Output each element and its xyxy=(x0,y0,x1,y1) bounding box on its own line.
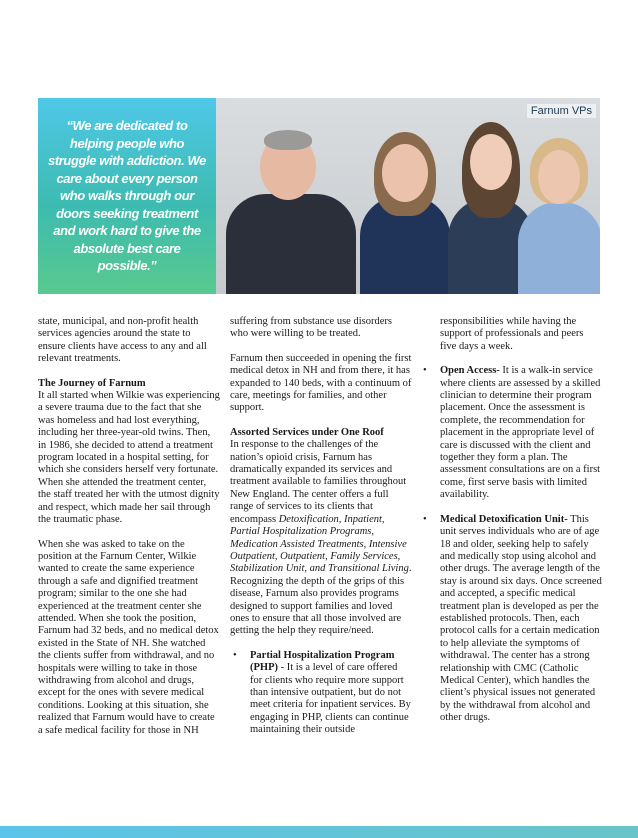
section-heading-services: Assorted Services under One Roof xyxy=(230,426,384,438)
photo-person-man xyxy=(226,114,356,294)
bullet-icon: • xyxy=(233,649,237,661)
list-item-php xyxy=(230,650,412,737)
bullet-title: Open Access- xyxy=(440,365,500,377)
list-item-open-access xyxy=(420,365,602,501)
photo-person-woman-3 xyxy=(516,134,600,294)
services-bullet-list xyxy=(420,365,602,724)
bullet-title: Medical Detoxification Unit- xyxy=(440,513,568,525)
photo-person-woman-1 xyxy=(356,124,452,294)
bullet-title: Partial Hospitalization Program (PHP) xyxy=(250,649,395,674)
bullet-icon: • xyxy=(423,365,427,377)
paragraph: It all started when Wilkie was experiencing a severe trauma due to the fact that she was homeless and had lost everything, including her three-year-old twins. Then, in 1986, she decided to attend a treatment program located in a hospital setting, for which she considers herself very fortunate. When she attended the treatment center, the staff treated her with the utmost dignity and respect, which made her sail through the traumatic phase. xyxy=(38,390,220,526)
bullet-icon: • xyxy=(423,513,427,525)
pull-quote-text: “We are dedicated to helping people who struggle with addiction. We care about every person who walks through our doors seeking treatment and work hard to give the absolute best care possible.” xyxy=(48,118,206,274)
paragraph: When she was asked to take on the position at the Farnum Center, Wilkie wanted to create the same experience through a safe and dignified treatment program; similar to the one she had experienced at the treatment center she attended. When she took the position, Farnum had 32 beds, and no medical detox existed in the State of NH. She watched the clients suffer from withdrawal, and no hospitals were willing to take in those withdrawing from alcohol and drugs, except for the ones with severe medical conditions. Looking at this situation, she realized that Farnum would have to create a safe medical facility for those in NH xyxy=(38,538,219,736)
hero-section xyxy=(0,0,638,302)
services-bullet-list xyxy=(230,650,412,737)
section-services xyxy=(230,427,412,638)
paragraph: state, municipal, and non-profit health services agencies around the state to ensure clients have access to any and all relevant treatments. xyxy=(38,316,207,365)
footer-color-bar xyxy=(0,826,638,838)
text-column-2 xyxy=(230,316,412,749)
text-column-1 xyxy=(38,316,220,749)
services-list-italic: Detoxification, Inpatient, Partial Hospitalization Programs, Medication Assisted Treatments, Intensive Outpatient, Outpatient, Family Services, Stabilization Unit, and Transitional Living xyxy=(230,513,409,575)
section-heading-journey: The Journey of Farnum xyxy=(38,377,146,389)
paragraph: Farnum then succeeded in opening the first medical detox in NH and from there, it has expanded to 140 beds, with a continuum of care, meetings for families, and other support. xyxy=(230,352,412,414)
list-item-medical-detox xyxy=(420,514,602,725)
paragraph: responsibilities while having the support of professionals and peers five days a week. xyxy=(440,316,584,352)
vp-group-photo xyxy=(216,98,600,294)
bullet-text: This unit serves individuals who are of age 18 and older, seeking help to safely and medically stop using alcohol and other drugs. The average length of the stay is around six days. Once screened and accepted, a specific medical treatment plan is developed as per the established protocols. Then, each protocol calls for a certain medication to help alleviate the symptoms of withdrawal. The center has a strong relationship with CMC (Catholic Medical Center), which handles the client’s physical issues not generated by the withdrawal from alcohol and other drugs. xyxy=(440,513,602,724)
text-column-3 xyxy=(420,316,602,737)
pull-quote-box xyxy=(38,98,216,294)
section-journey xyxy=(38,378,220,527)
paragraph-part: In response to the challenges of the nation’s opioid crisis, Farnum has dramatically expanded its services and treatment available to families throughout New England. The center offers a full range of services to its clients that encompass xyxy=(230,439,407,525)
paragraph: suffering from substance use disorders who were willing to be treated. xyxy=(230,316,392,340)
bullet-text: - It is a level of care offered for clients who require more support than intensive outpatient, but do not meet criteria for inpatient services. By engaging in PHP, clients can continue maintaining their outside xyxy=(250,662,411,736)
photo-caption: Farnum VPs xyxy=(527,104,596,118)
bullet-text: It is a walk-in service where clients are assessed by a skilled clinician to determine their program placement. Once the assessment is complete, the recommendation for placement in the appropriate level of care is discussed with the client and together they form a plan. The assessment consultations are on a first come, first serve basis with limited availability. xyxy=(440,365,601,501)
paragraph-part: . Recognizing the depth of the grips of this disease, Farnum also provides programs designed to support families and loved ones to ensure that all those involved are getting the help they require/need. xyxy=(230,563,412,637)
